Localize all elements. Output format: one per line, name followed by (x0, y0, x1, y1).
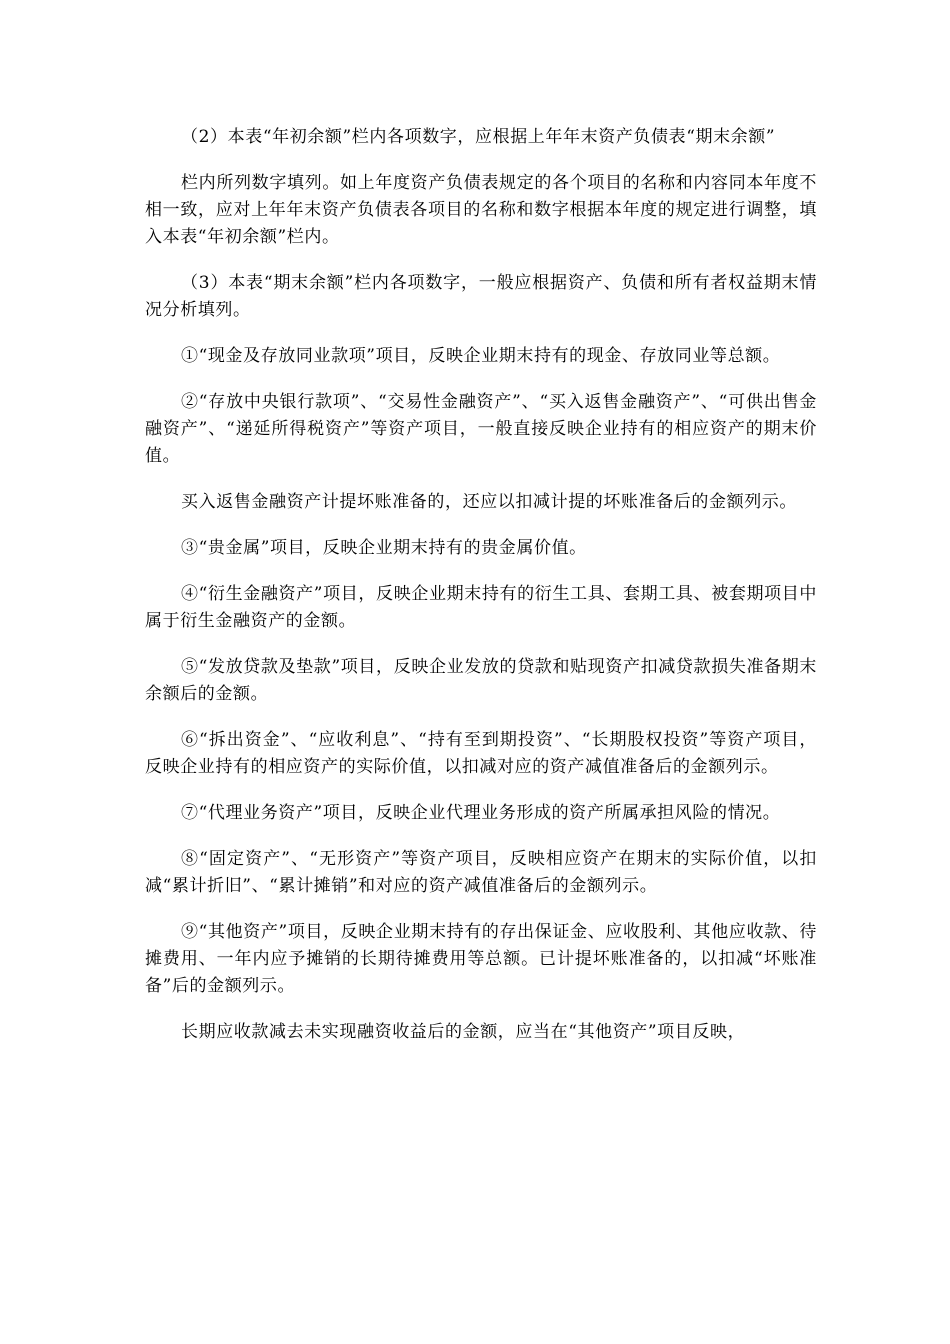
paragraph-item-1: ①“现金及存放同业款项”项目，反映企业期末持有的现金、存放同业等总额。 (181, 346, 781, 366)
paragraph-item-4: ④“衍生金融资产”项目，反映企业期末持有的衍生工具、套期工具、被套期项目中属于衍生金融资产的金额。 (145, 584, 817, 631)
paragraph-long-term-receivables: 长期应收款减去未实现融资收益后的金额，应当在“其他资产”项目反映， (181, 1022, 746, 1042)
paragraph-item-3: ③“贵金属”项目，反映企业期末持有的贵金属价值。 (181, 538, 587, 558)
paragraph-opening-balance: （2）本表“年初余额”栏内各项数字，应根据上年年末资产负债表“期末余额” (181, 127, 776, 147)
paragraph-item-6: ⑥“拆出资金”、“应收利息”、“持有至到期投资”、“长期股权投资”等资产项目，反映企业持有的相应资产的实际价值，以扣减对应的资产减值准备后的金额列示。 (145, 730, 817, 777)
paragraph-item-5: ⑤“发放贷款及垫款”项目，反映企业发放的贷款和贴现资产扣减贷款损失准备期末余额后的金额。 (145, 657, 817, 704)
document-body (145, 124, 817, 1065)
paragraph-item-2-note: 买入返售金融资产计提坏账准备的，还应以扣减计提的坏账准备后的金额列示。 (181, 492, 797, 512)
paragraph-item-8: ⑧“固定资产”、“无形资产”等资产项目，反映相应资产在期末的实际价值，以扣减“累计折旧”、“累计摊销”和对应的资产减值准备后的金额列示。 (145, 849, 817, 896)
paragraph-item-7: ⑦“代理业务资产”项目，反映企业代理业务形成的资产所属承担风险的情况。 (181, 803, 781, 823)
paragraph-item-9: ⑨“其他资产”项目，反映企业期末持有的存出保证金、应收股利、其他应收款、待摊费用、一年内应予摊销的长期待摊费用等总额。已计提坏账准备的，以扣减“坏账准备”后的金额列示。 (145, 922, 817, 996)
paragraph-closing-balance: （3）本表“期末余额”栏内各项数字，一般应根据资产、负债和所有者权益期末情况分析填列。 (145, 273, 817, 320)
paragraph-opening-balance-continued: 栏内所列数字填列。如上年度资产负债表规定的各个项目的名称和内容同本年度不相一致，应对上年年末资产负债表各项目的名称和数字根据本年度的规定进行调整，填入本表“年初余额”栏内。 (145, 173, 817, 247)
paragraph-item-2: ②“存放中央银行款项”、“交易性金融资产”、“买入返售金融资产”、“可供出售金融资产”、“递延所得税资产”等资产项目，一般直接反映企业持有的相应资产的期末价值。 (145, 392, 817, 466)
